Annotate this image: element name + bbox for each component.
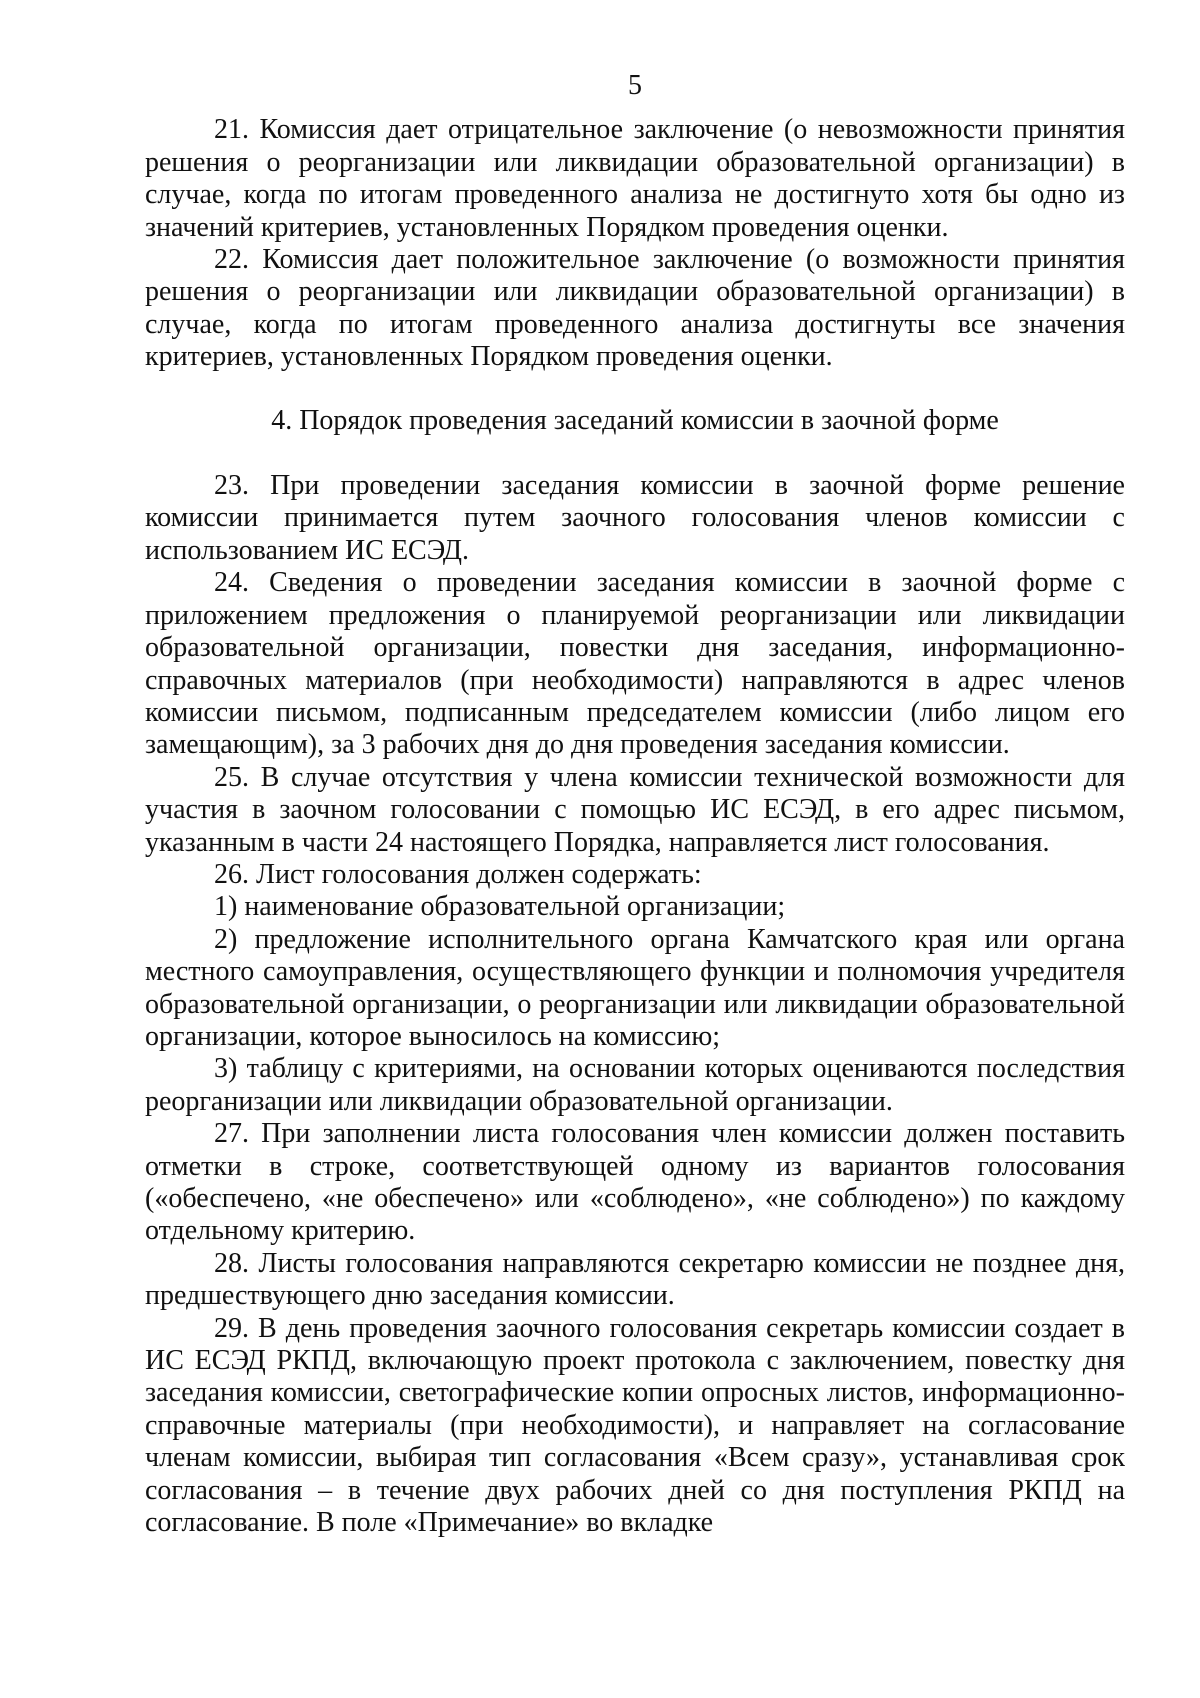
list-item-3: 3) таблицу с критериями, на основании которых оцениваются последствия реорганизации или ликвидации образовательной организации. <box>145 1053 1125 1117</box>
section-heading: 4. Порядок проведения заседаний комиссии в заочной форме <box>271 404 999 436</box>
paragraph-21: 21. Комиссия дает отрицательное заключение (о невозможности принятия решения о реорганизации или ликвидации образовательной организации) в случае, когда по итогам проведенного анализа не достигнуто хотя бы одно из значений критериев, установленных Порядком проведения оценки. <box>145 114 1125 243</box>
paragraph-25: 25. В случае отсутствия у члена комиссии технической возможности для участия в заочном голосовании с помощью ИС ЕСЭД, в его адрес письмом, указанным в части 24 настоящего Порядка, направляется лист голосования. <box>145 761 1125 858</box>
paragraph-28: 28. Листы голосования направляются секретарю комиссии не позднее дня, предшествующего дню заседания комиссии. <box>145 1247 1125 1312</box>
paragraph-23: 23. При проведении заседания комиссии в заочной форме решение комиссии принимается путем заочного голосования членов комиссии с использованием ИС ЕСЭД. <box>145 470 1125 566</box>
document-page <box>145 70 1125 1539</box>
paragraph-24: 24. Сведения о проведении заседания комиссии в заочной форме с приложением предложения о планируемой реорганизации или ликвидации образовательной организации, повестки дня заседания, информационно-справочных материалов (при необходимости) направляются в адрес членов комиссии письмом, подписанным председателем комиссии (либо лицом его замещающим), за 3 рабочих дня до дня проведения заседания комиссии. <box>145 567 1125 761</box>
list-item-1: 1) наименование образовательной организации; <box>214 891 786 923</box>
list-item-2: 2) предложение исполнительного органа Камчатского края или органа местного самоуправления, осуществляющего функции и полномочия учредителя образовательной организации, о реорганизации или ликвидации образовательной организации, которое выносилось на комиссию; <box>145 923 1125 1052</box>
paragraph-26: 26. Лист голосования должен содержать: <box>214 858 702 890</box>
page-number: 5 <box>628 70 642 101</box>
paragraph-29: 29. В день проведения заочного голосования секретарь комиссии создает в ИС ЕСЭД РКПД, включающую проект протокола с заключением, повестку дня заседания комиссии, светографические копии опросных листов, информационно-справочные материалы (при необходимости), и направляет на согласование членам комиссии, выбирая тип согласования «Всем сразу», устанавливая срок согласования – в течение двух рабочих дней со дня поступления РКПД на согласование. В поле «Примечание» во вкладке <box>145 1312 1125 1539</box>
paragraph-27: 27. При заполнении листа голосования член комиссии должен поставить отметки в строке, соответствующей одному из вариантов голосования («обеспечено, «не обеспечено» или «соблюдено», «не соблюдено») по каждому отдельному критерию. <box>145 1118 1125 1247</box>
paragraph-22: 22. Комиссия дает положительное заключение (о возможности принятия решения о реорганизации или ликвидации образовательной организации) в случае, когда по итогам проведенного анализа достигнуты все значения критериев, установленных Порядком проведения оценки. <box>145 244 1125 373</box>
